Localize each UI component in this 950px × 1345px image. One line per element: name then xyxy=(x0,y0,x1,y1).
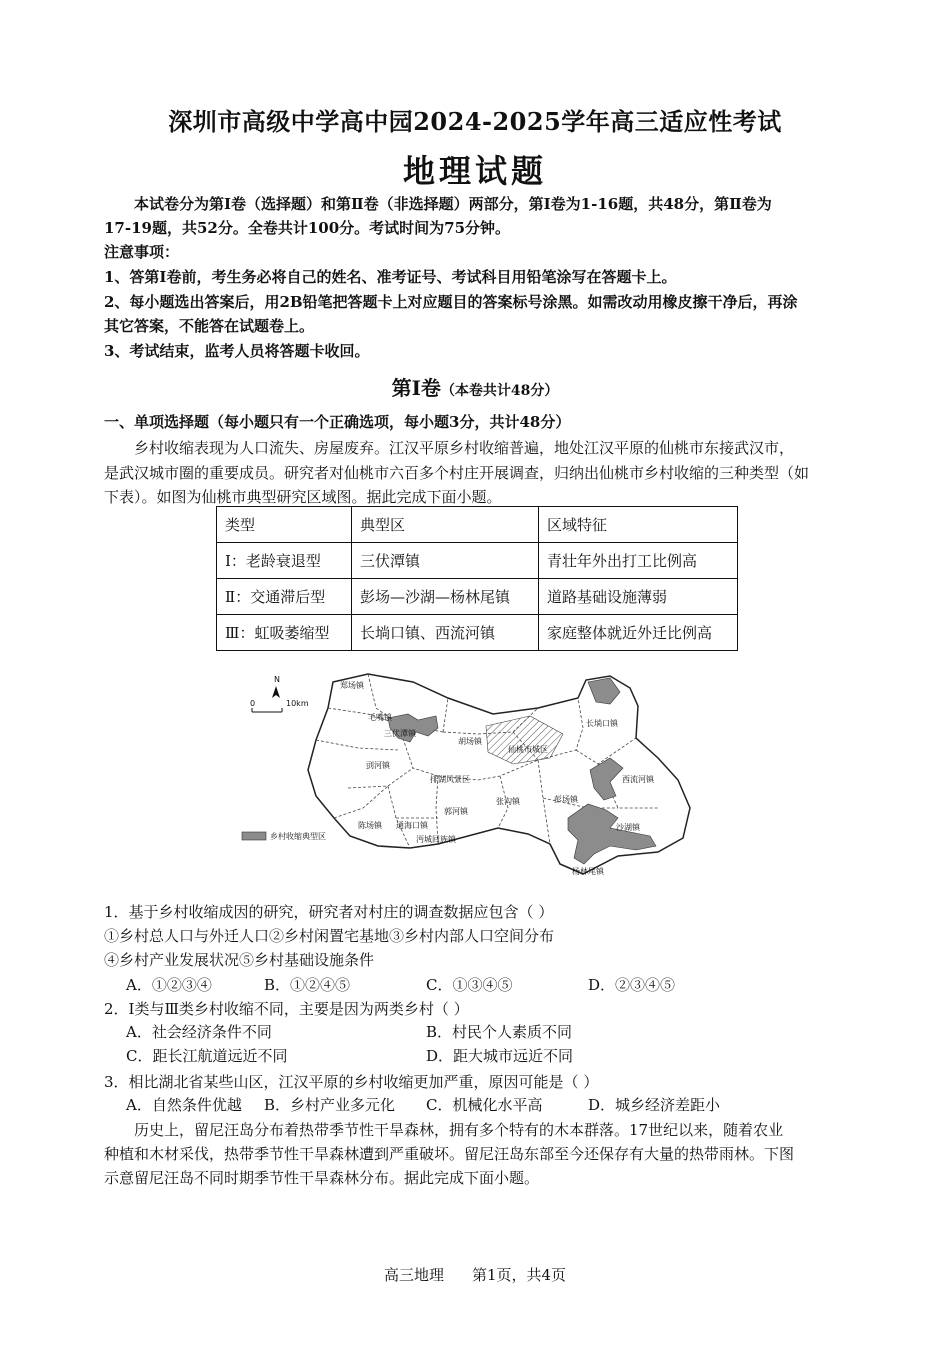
table-cell: Ⅰ：老龄衰退型 xyxy=(217,543,352,579)
notes-title: 注意事项： xyxy=(104,243,180,261)
table-header: 典型区 xyxy=(352,507,539,543)
section-score: （本卷共计48分） xyxy=(440,383,559,399)
table-header: 类型 xyxy=(217,507,352,543)
exam-title: 深圳市高级中学高中园2024-2025学年高三适应性考试 xyxy=(168,107,782,136)
town-label: 沔城回族镇 xyxy=(416,835,456,844)
footer-page-number: 第1页，共4页 xyxy=(471,1266,567,1284)
table-row xyxy=(217,543,738,579)
north-arrow-icon xyxy=(272,675,280,698)
passage1-line-3: 下表）。如图为仙桃市典型研究区域图。据此完成下面小题。 xyxy=(104,488,502,506)
passage2-line-1: 历史上，留尼汪岛分布着热带季节性干旱森林，拥有多个特有的木本群落。17世纪以来，随着农业 xyxy=(134,1121,784,1139)
passage2-line-3: 示意留尼汪岛不同时期季节性干旱森林分布。据此完成下面小题。 xyxy=(104,1169,540,1187)
table-cell: 三伏潭镇 xyxy=(352,543,539,579)
town-label: 毛嘴镇 xyxy=(368,713,392,722)
town-label: 杨林尾镇 xyxy=(572,867,604,876)
q2-option-d: D．距大城市远近不同 xyxy=(426,1047,574,1065)
q3-option-d: D．城乡经济差距小 xyxy=(588,1096,721,1114)
table-cell: 彭场—沙湖—杨林尾镇 xyxy=(352,579,539,615)
passage1-line-1: 乡村收缩表现为人口流失、房屋废弃。江汉平原乡村收缩普遍，地处江汉平原的仙桃市东接武汉市， xyxy=(134,439,795,457)
q1-option-b: B．①②④⑤ xyxy=(264,976,351,994)
q1-option-d: D．②③④⑤ xyxy=(588,976,676,994)
shrink-type-table xyxy=(216,506,738,651)
q3-option-a: A．自然条件优越 xyxy=(126,1096,242,1114)
town-label: 郭河镇 xyxy=(444,807,468,816)
intro-line-1: 本试卷分为第Ⅰ卷（选择题）和第Ⅱ卷（非选择题）两部分，第Ⅰ卷为1-16题，共48分，第Ⅱ卷为 xyxy=(134,195,772,213)
q2-option-b: B．村民个人素质不同 xyxy=(426,1023,573,1041)
svg-text:N: N xyxy=(274,675,280,684)
section-title xyxy=(0,372,950,401)
table-cell: 青壮年外出打工比例高 xyxy=(539,543,738,579)
q2-option-c: C．距长江航道远近不同 xyxy=(126,1047,288,1065)
note-2a: 2、每小题选出答案后，用2B铅笔把答题卡上对应题目的答案标号涂黑。如需改动用橡皮擦干净后，再涂 xyxy=(104,293,798,311)
page-footer xyxy=(0,1264,950,1285)
svg-text:0: 0 xyxy=(250,699,256,708)
q2-option-a: A．社会经济条件不同 xyxy=(126,1023,272,1041)
table-cell: 家庭整体就近外迁比例高 xyxy=(539,615,738,651)
q3-option-b: B．乡村产业多元化 xyxy=(264,1096,396,1114)
svg-text:乡村收缩典型区: 乡村收缩典型区 xyxy=(270,832,326,841)
town-label: 排湖风景区 xyxy=(430,775,470,784)
question-3-stem: 3．相比湖北省某些山区，江汉平原的乡村收缩更加严重，原因可能是（ ） xyxy=(104,1073,599,1091)
town-label: 长埫口镇 xyxy=(586,719,618,728)
town-label: 彭场镇 xyxy=(554,795,578,804)
town-label: 张沟镇 xyxy=(496,797,520,806)
question-2-stem: 2．Ⅰ类与Ⅲ类乡村收缩不同，主要是因为两类乡村（ ） xyxy=(104,1000,469,1018)
question-1-stem: 1．基于乡村收缩成因的研究，研究者对村庄的调查数据应包含（ ） xyxy=(104,903,554,921)
note-1: 1、答第Ⅰ卷前，考生务必将自己的姓名、准考证号、考试科目用铅笔涂写在答题卡上。 xyxy=(104,268,677,286)
town-label: 西流河镇 xyxy=(622,775,654,784)
table-row xyxy=(217,615,738,651)
town-label: 沙湖镇 xyxy=(616,823,640,832)
town-label: 仙桃市城区 xyxy=(508,745,548,754)
section-name: 第Ⅰ卷 xyxy=(391,376,441,400)
question-1-line-3: ④乡村产业发展状况⑤乡村基础设施条件 xyxy=(104,951,375,969)
table-cell: Ⅱ：交通滞后型 xyxy=(217,579,352,615)
subject-title: 地理试题 xyxy=(402,152,547,190)
table-cell: 道路基础设施薄弱 xyxy=(539,579,738,615)
footer-subject: 高三地理 xyxy=(383,1266,444,1284)
intro-line-2: 17-19题，共52分。全卷共计100分。考试时间为75分钟。 xyxy=(104,219,511,237)
q1-option-a: A．①②③④ xyxy=(126,976,212,994)
town-label: 郑场镇 xyxy=(340,681,364,690)
note-3: 3、考试结束，监考人员将答题卡收回。 xyxy=(104,342,370,360)
part-title: 一、单项选择题（每小题只有一个正确选项，每小题3分，共计48分） xyxy=(104,413,571,431)
table-cell: 长埫口镇、西流河镇 xyxy=(352,615,539,651)
town-label: 胡场镇 xyxy=(458,737,482,746)
town-label: 三伏潭镇 xyxy=(384,729,416,738)
map-legend xyxy=(242,831,326,841)
xiantao-region-map xyxy=(238,668,698,880)
town-label: 陈场镇 xyxy=(358,821,382,830)
question-1-line-2: ①乡村总人口与外迁人口②乡村闲置宅基地③乡村内部人口空间分布 xyxy=(104,927,555,945)
table-row xyxy=(217,579,738,615)
town-label: 剅河镇 xyxy=(366,761,390,770)
table-header-row xyxy=(217,507,738,543)
town-label: 通海口镇 xyxy=(396,821,428,830)
table-header: 区域特征 xyxy=(539,507,738,543)
q3-option-c: C．机械化水平高 xyxy=(426,1096,543,1114)
scale-bar xyxy=(250,699,309,712)
q1-option-c: C．①③④⑤ xyxy=(426,976,513,994)
passage2-line-2: 种植和木材采伐，热带季节性干旱森林遭到严重破坏。留尼汪岛东部至今还保存有大量的热带雨林。下图 xyxy=(104,1145,795,1163)
table-cell: Ⅲ：虹吸萎缩型 xyxy=(217,615,352,651)
svg-text:10km: 10km xyxy=(286,699,309,708)
passage1-line-2: 是武汉城市圈的重要成员。研究者对仙桃市六百多个村庄开展调查，归纳出仙桃市乡村收缩的三种类型（如 xyxy=(104,464,810,482)
note-2b: 其它答案，不能答在试题卷上。 xyxy=(104,317,315,335)
